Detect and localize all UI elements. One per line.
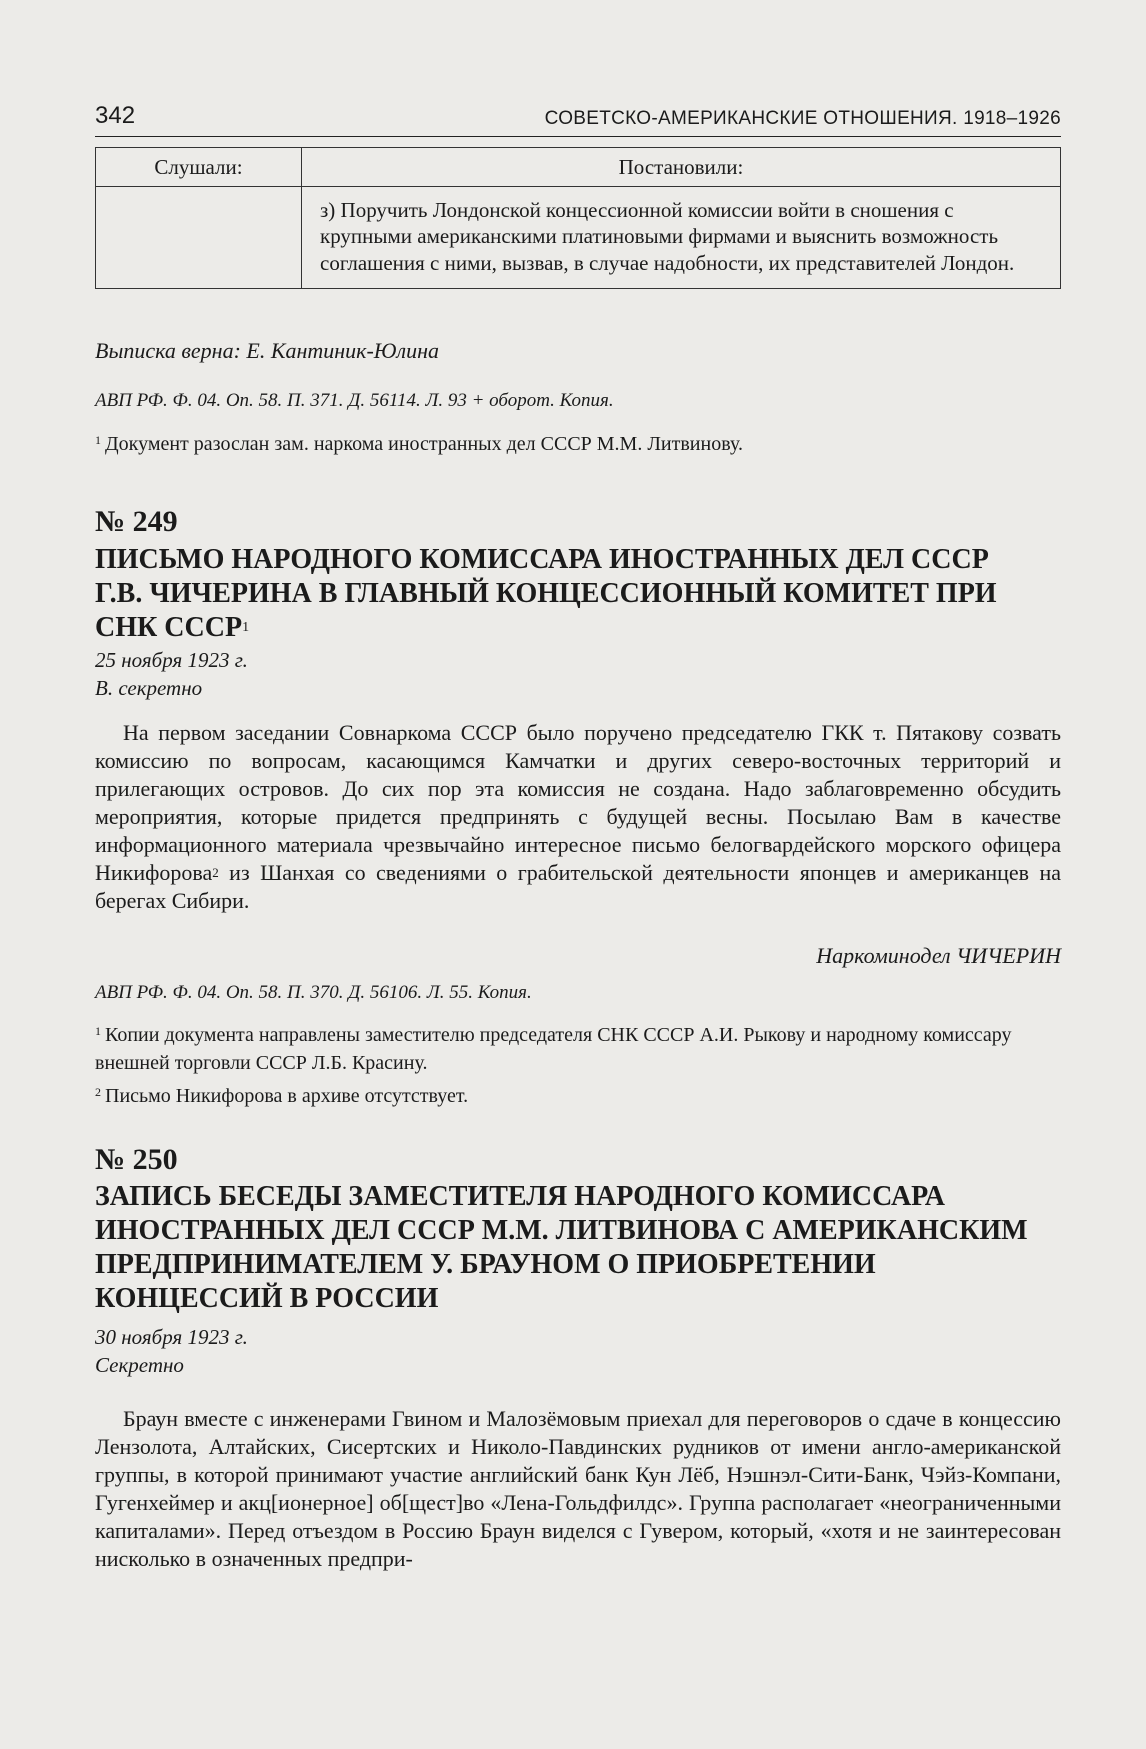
footnote xyxy=(95,1021,1061,1077)
doc-title: ЗАПИСЬ БЕСЕДЫ ЗАМЕСТИТЕЛЯ НАРОДНОГО КОМИССАРА ИНОСТРАННЫХ ДЕЛ СССР М.М. ЛИТВИНОВА С АМЕРИКАНСКИМ ПРЕДПРИНИМАТЕЛЕМ У. БРАУНОМ О ПРИОБРЕТЕНИИ КОНЦЕССИЙ В РОССИИ xyxy=(95,1181,1028,1314)
doc-number: № 250 xyxy=(95,1143,178,1176)
footnote xyxy=(95,1082,1061,1110)
footnote-mark: 1 xyxy=(95,1024,101,1038)
minutes-table xyxy=(95,147,1061,289)
doc-number: № 249 xyxy=(95,505,178,538)
title-footnote-mark: 1 xyxy=(242,620,250,635)
heard-cell xyxy=(96,187,302,289)
archive-source: АВП РФ. Ф. 04. Оп. 58. П. 371. Д. 56114. Л. 93 + оборот. Копия. xyxy=(95,390,614,411)
body-footnote-mark: 2 xyxy=(212,865,219,880)
resolution-text: з) Поручить Лондонской концессионной комиссии войти в сношения с крупными американскими платиновыми фирмами и выяснить возможность соглашения с ними, вызвав, в случае надобности, их представителей Лондон. xyxy=(302,187,1061,289)
doc-title xyxy=(95,543,1006,645)
certification-line: Выписка верна: Е. Кантиник-Юлина xyxy=(95,338,439,363)
resolved-header: Постановили: xyxy=(302,148,1061,187)
page-number: 342 xyxy=(95,102,136,129)
footnote-text: Письмо Никифорова в архиве отсутствует. xyxy=(105,1085,469,1107)
footnote-text: Документ разослан зам. наркома иностранных дел СССР М.М. Литвинову. xyxy=(105,433,743,455)
doc-body-main: На первом заседании Совнаркома СССР было поручено председателю ГКК т. Пятакову созвать комиссию по вопросам, касающимся Камчатки и других северо-восточных территорий и прилегающих островов. До сих пор эта комиссия не создана. Надо заблаговременно обсудить мероприятия, которые придется предпринять с будущей весны. Посылаю Вам в качестве информационного материала чрезвычайно интересное письмо белогвардейского морского офицера Никифорова xyxy=(95,720,1061,885)
archive-source: АВП РФ. Ф. 04. Оп. 58. П. 370. Д. 56106. Л. 55. Копия. xyxy=(95,982,532,1003)
page-header xyxy=(95,102,1061,137)
running-title: СОВЕТСКО-АМЕРИКАНСКИЕ ОТНОШЕНИЯ. 1918–1926 xyxy=(544,108,1061,129)
footnote xyxy=(95,430,1061,458)
doc-body-end: из Шанхая со сведениями о грабительской деятельности японцев и американцев на берегах Сибири. xyxy=(95,860,1061,913)
signature: Наркоминодел ЧИЧЕРИН xyxy=(816,943,1061,968)
doc-title-text: ПИСЬМО НАРОДНОГО КОМИССАРА ИНОСТРАННЫХ ДЕЛ СССР Г.В. ЧИЧЕРИНА В ГЛАВНЫЙ КОНЦЕССИОННЫЙ КОМИТЕТ ПРИ СНК СССР xyxy=(95,544,997,643)
doc-body xyxy=(95,719,1061,915)
heard-header: Слушали: xyxy=(96,148,302,187)
doc-date: 30 ноября 1923 г. xyxy=(95,1325,248,1349)
doc-classification: В. секретно xyxy=(95,676,203,700)
doc-body: Браун вместе с инженерами Гвином и Малозёмовым приехал для переговоров о сдаче в концессию Лензолота, Алтайских, Сисертских и Николо-Павдинских рудников от имени англо-американской группы, в которой принимают участие английский банк Кун Лёб, Нэшнэл-Сити-Банк, Чэйз-Компани, Гугенхеймер и акц[ионерное] об[щест]во «Лена-Гольдфилдс». Группа располагает «неограниченными капиталами». Перед отъездом в Россию Браун виделся с Гувером, который, «хотя и не заинтересован нисколько в означенных предпри- xyxy=(95,1406,1061,1571)
footnote-mark: 2 xyxy=(95,1085,101,1099)
doc-date: 25 ноября 1923 г. xyxy=(95,648,248,672)
footnote-text: Копии документа направлены заместителю председателя СНК СССР А.И. Рыкову и народному комиссару внешней торговли СССР Л.Б. Красину. xyxy=(95,1024,1012,1074)
doc-classification: Секретно xyxy=(95,1353,184,1377)
footnote-mark: 1 xyxy=(95,433,101,447)
